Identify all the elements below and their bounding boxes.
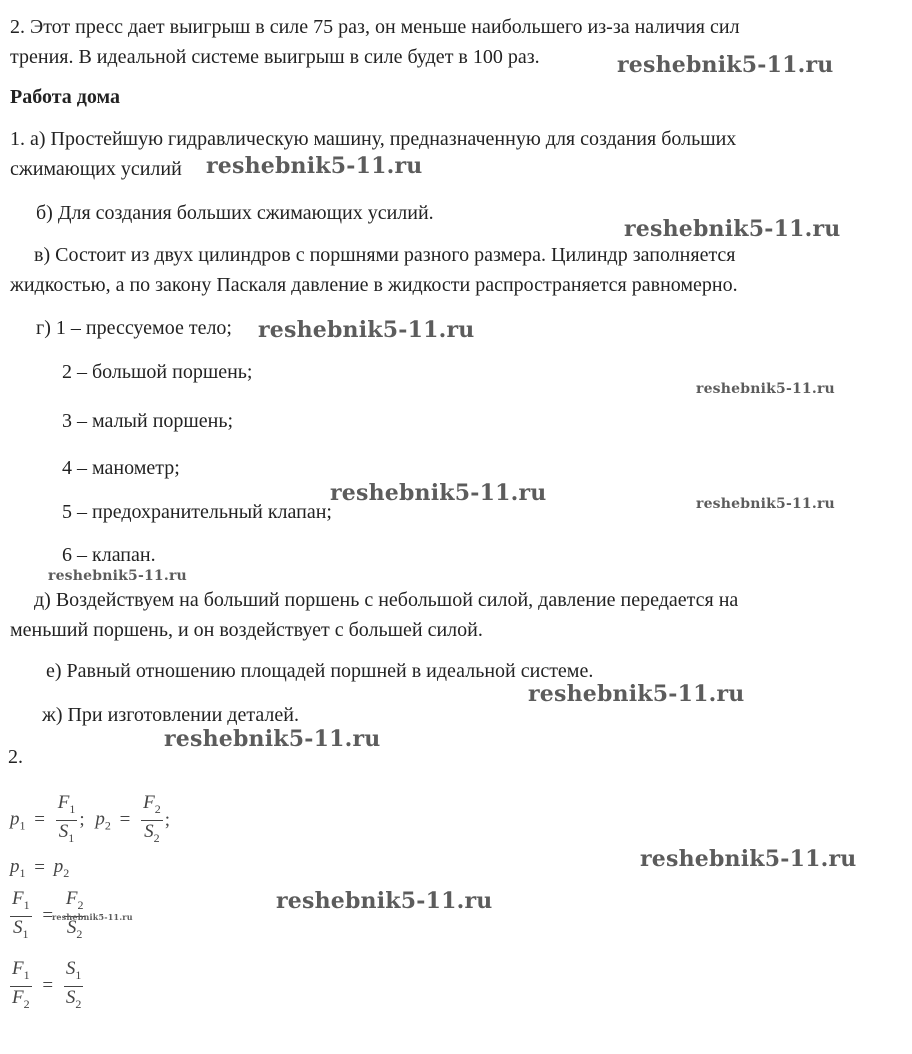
intro-line-1: 2. Этот пресс дает выигрыш в силе 75 раз, он меньше наибольшего из-за наличия сил [10,16,740,38]
answer-1g-item-6: 6 – клапан. [62,544,156,566]
answer-1a [10,124,902,184]
intro-line-2: трения. В идеальной системе выигрыш в силе будет в 100 раз. [10,46,540,68]
answer-1g-item-5: 5 – предохранительный клапан; [62,501,332,523]
watermark: reshebnik5-11.ru [330,480,547,506]
answer-1g-item-4: 4 – манометр; [62,457,180,479]
answer-1g-item-3: 3 – малый поршень; [62,410,234,432]
watermark: reshebnik5-11.ru [696,496,835,512]
formula-force-area-ratio: $\frac{F_1}{S_1}$ = $\frac{F_2}{S_2}$ [12,888,84,941]
answer-1v-line-1: в) Состоит из двух цилиндров с поршнями разного размера. Цилиндр заполняется [34,244,736,266]
answer-1a-line-1: 1. а) Простейшую гидравлическую машину, предназначенную для создания больших [10,128,737,150]
formula-equal-pressures: $p_1 = p_2$ [10,856,70,880]
watermark: reshebnik5-11.ru [48,568,187,584]
answer-2-label: 2. [8,746,23,768]
answer-1a-line-2: сжимающих усилий [10,158,182,180]
answer-1g-item-1: г) 1 – прессуемое тело; [36,317,232,339]
watermark: reshebnik5-11.ru [206,153,423,179]
answer-1d-line-1: д) Воздействуем на больший поршень с небольшой силой, давление передается на [34,589,739,611]
watermark: reshebnik5-11.ru [52,912,133,922]
answer-1v-line-2: жидкостью, а по закону Паскаля давление в жидкости распространяется равномерно. [10,274,738,296]
answer-1v [10,240,902,300]
answer-1d [10,585,902,645]
watermark: reshebnik5-11.ru [164,726,381,752]
formula-pressures: $p_1$ = $\frac{F_1}{S_1}$ ; $p_2$ = $\frac{F_2}{S_2}$ ; [10,792,170,845]
watermark: reshebnik5-11.ru [640,846,857,872]
watermark: reshebnik5-11.ru [528,681,745,707]
answer-1zh: ж) При изготовлении деталей. [42,704,299,726]
answer-1b: б) Для создания больших сжимающих усилий. [36,202,434,224]
watermark: reshebnik5-11.ru [624,216,841,242]
answer-1g-item-2: 2 – большой поршень; [62,361,253,383]
watermark: reshebnik5-11.ru [617,52,834,78]
watermark: reshebnik5-11.ru [258,317,475,343]
watermark: reshebnik5-11.ru [276,888,493,914]
formula-force-ratio: $\frac{F_1}{F_2}$ = $\frac{S_1}{S_2}$ [12,958,82,1011]
watermark: reshebnik5-11.ru [696,381,835,397]
answer-1e: е) Равный отношению площадей поршней в идеальной системе. [46,660,594,682]
answer-1d-line-2: меньший поршень, и он воздействует с большей силой. [10,619,483,641]
section-heading: Работа дома [10,86,120,108]
